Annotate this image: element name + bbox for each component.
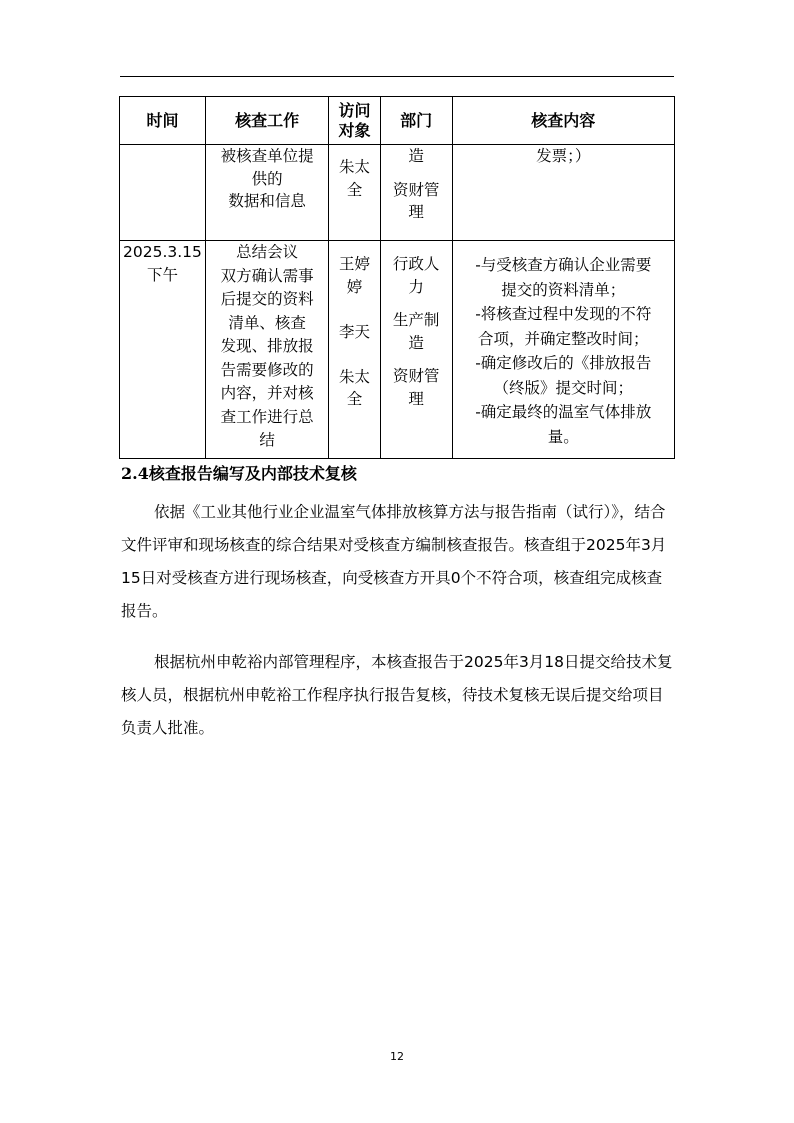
- cell-line: 理: [408, 389, 424, 408]
- cell-line: 资财管: [392, 180, 440, 199]
- cell-line: 资财管: [392, 367, 440, 385]
- spacer: [330, 145, 379, 156]
- row1-time: [120, 145, 206, 241]
- review-schedule-table: [119, 96, 675, 459]
- cell-line: 提交的资料清单；: [501, 280, 626, 299]
- row2-content: [452, 241, 674, 459]
- row2-department: [380, 241, 452, 459]
- cell-line: [330, 343, 379, 366]
- spacer: [382, 298, 451, 309]
- cell-line: 供的: [251, 169, 283, 188]
- page-number: 12: [390, 1050, 404, 1063]
- cell-line: 2025.3.15: [123, 243, 202, 261]
- cell-line: 生产制: [392, 311, 440, 329]
- cell-line: -确定修改后的《排放报告: [475, 354, 652, 372]
- cell-line: （终版》提交时间；: [493, 378, 634, 397]
- header-visit-object: [329, 97, 381, 145]
- cell-line: 内容，并对核: [220, 384, 314, 402]
- header-work: 核查工作: [205, 97, 328, 145]
- cell-line: 李天: [339, 322, 371, 341]
- row1-department: [380, 145, 452, 241]
- header-obj-line: 对象: [338, 120, 371, 140]
- spacer: [382, 168, 451, 179]
- cell-line: 双方确认需事: [220, 266, 314, 285]
- header-content: 核查内容: [452, 97, 674, 145]
- cell-line: -与受核查方确认企业需要: [475, 256, 652, 274]
- cell-line: -确定最终的温室气体排放: [475, 403, 652, 421]
- row1-work: [205, 145, 328, 241]
- cell-line: 力: [408, 277, 424, 296]
- header-time: 时间: [120, 97, 206, 145]
- paragraph: 依据《工业其他行业企业温室气体排放核算方法与报告指南（试行）》，结合文件评审和现场核查的综合结果对受核查方编制核查报告。核查组于2025年3月15日对受核查方进行现场核查，向受核查方开具0个不符合项，核查组完成核查报告。: [121, 503, 667, 620]
- cell-line: 合项，并确定整改时间；: [478, 329, 649, 348]
- cell-line: 王婷: [339, 255, 371, 273]
- row2-visit-object: [329, 241, 381, 459]
- cell-line: 后提交的资料: [220, 290, 314, 308]
- table-row: [120, 241, 675, 459]
- table-header-row: [120, 97, 675, 145]
- row1-content: [452, 145, 674, 241]
- cell-line: 量。: [547, 427, 579, 446]
- cell-line: 造: [408, 147, 424, 165]
- paragraph: 根据杭州申乾裕内部管理程序，本核查报告于2025年3月18日提交给技术复核人员，根据杭州申乾裕工作程序执行报告复核，待技术复核无误后提交给项目负责人批准。: [121, 653, 673, 737]
- cell-line: [330, 298, 379, 321]
- cell-line: 清单、核查: [228, 313, 306, 332]
- cell-line: 全: [346, 180, 363, 199]
- cell-line: 数据和信息: [228, 192, 306, 210]
- cell-line: 发现、排放报: [220, 337, 314, 355]
- cell-line: 朱太: [339, 367, 371, 386]
- cell-line: 总结会议: [236, 243, 299, 261]
- row2-work: [205, 241, 328, 459]
- cell-line: 下午: [146, 265, 178, 284]
- header-department: 部门: [380, 97, 452, 145]
- cell-line: 告需要修改的: [220, 360, 314, 379]
- header-obj-line: 访问: [338, 100, 371, 120]
- cell-line: 查工作进行总: [220, 407, 314, 426]
- cell-line: 被核查单位提: [220, 147, 314, 165]
- row2-time: [120, 241, 206, 459]
- cell-line: 全: [346, 390, 363, 408]
- cell-line: 行政人: [392, 255, 440, 273]
- cell-line: -将核查过程中发现的不符: [475, 305, 652, 323]
- spacer: [382, 354, 451, 365]
- cell-line: 朱太: [339, 158, 371, 176]
- row1-visit-object: [329, 145, 381, 241]
- cell-line: 造: [408, 333, 424, 352]
- section-heading: 2.4核查报告编写及内部技术复核: [121, 464, 357, 483]
- cell-line: 结: [259, 431, 275, 449]
- cell-line: 发票；）: [536, 147, 591, 165]
- cell-line: 理: [408, 203, 424, 221]
- cell-line: 婷: [346, 277, 363, 296]
- table-row: [120, 145, 675, 241]
- header-rule: [120, 76, 674, 77]
